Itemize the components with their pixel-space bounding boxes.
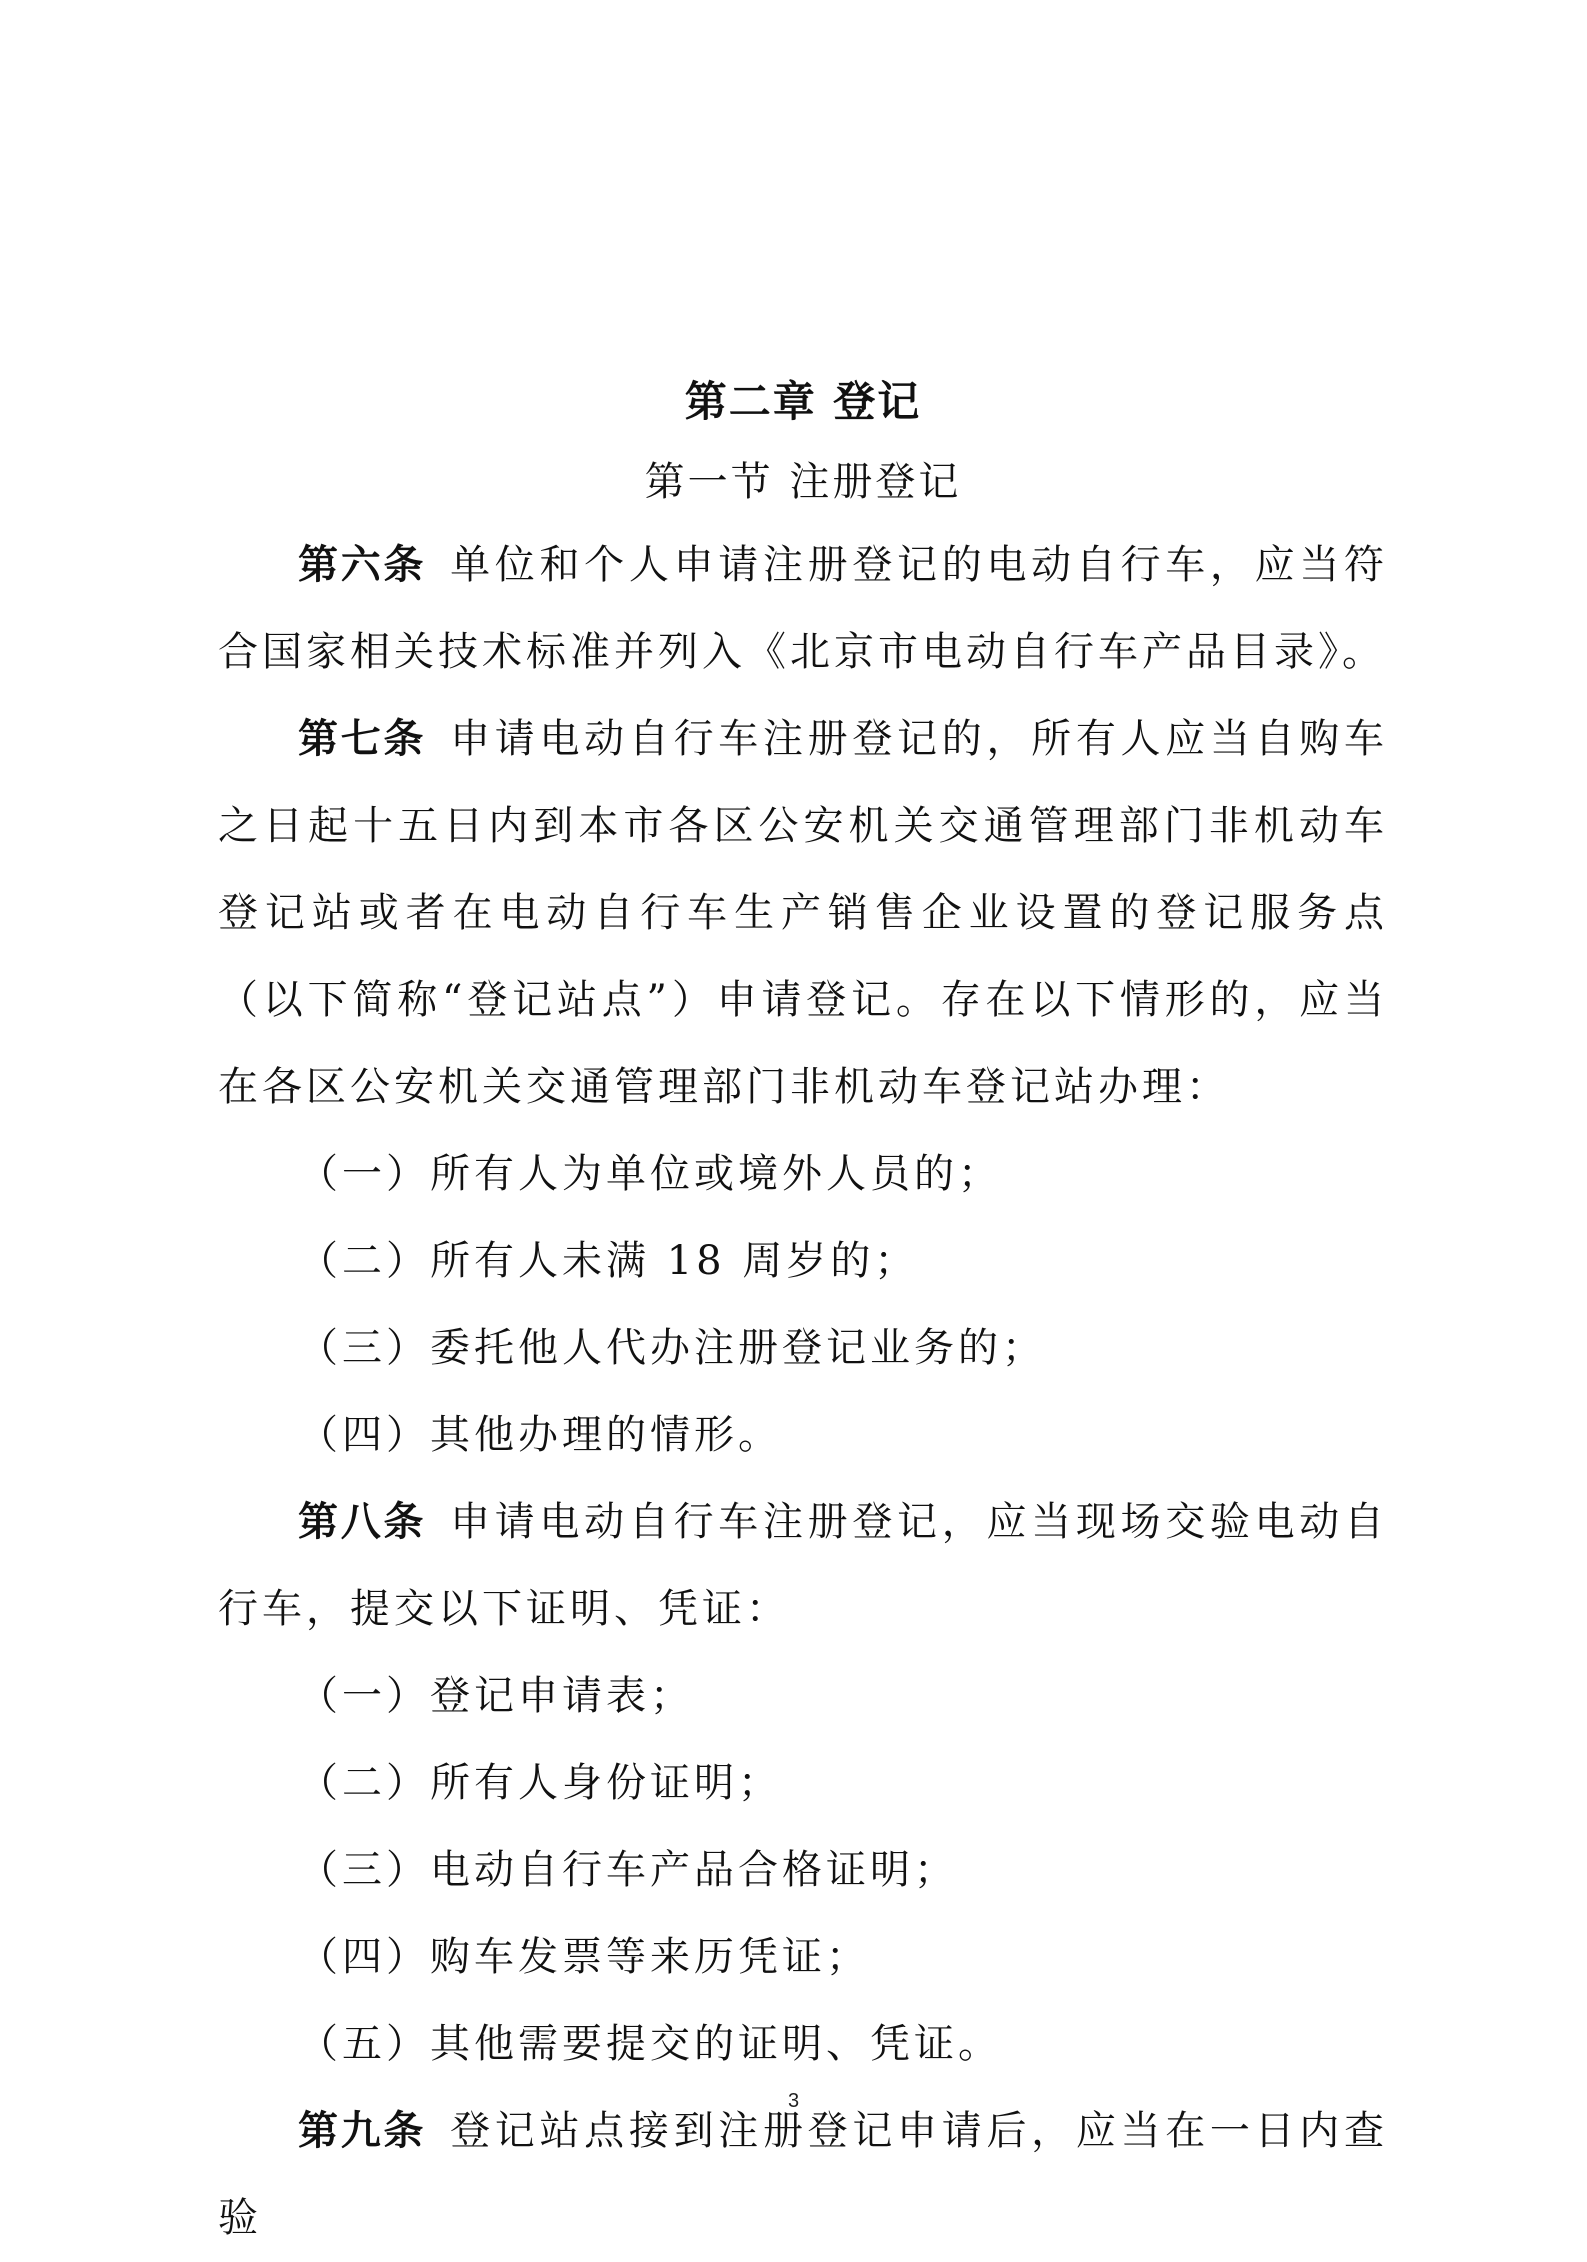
article-text: 申请电动自行车注册登记，应当现场交验电动自行车，提交以下证明、凭证： [218,1499,1389,1632]
article [218,2088,1388,2262]
article-text: 申请电动自行车注册登记的，所有人应当自购车之日起十五日内到本市各区公安机关交通管理部门非机动车登记站或者在电动自行车生产销售企业设置的登记服务点（以下简称“登记站点”）申请登记。存在以下情形的，应当在各区公安机关交通管理部门非机动车登记站办理： [218,716,1389,1110]
article-paragraph [218,696,1388,1131]
list-item: （五）其他需要提交的证明、凭证。 [298,2021,1002,2067]
article [218,522,1388,696]
article-paragraph [218,2088,1388,2262]
chapter-title: 第二章 登记 [684,377,922,426]
page-number: 3 [787,2090,800,2112]
article-paragraph [218,1479,1388,1653]
list-item: （二）所有人身份证明； [298,1760,782,1806]
list-item: （四）其他办理的情形。 [298,1412,782,1458]
document-body [218,362,1388,2262]
article-text: 单位和个人申请注册登记的电动自行车，应当符合国家相关技术标准并列入《北京市电动自行车产品目录》。 [218,542,1389,675]
article-label: 第六条 [298,542,427,588]
list-item: （四）购车发票等来历凭证； [298,1934,870,1980]
article [218,696,1388,1479]
article-label: 第八条 [298,1499,427,1545]
article [218,1479,1388,2088]
article-text: 登记站点接到注册登记申请后，应当在一日内查验 [218,2108,1389,2241]
list-item: （一）登记申请表； [298,1673,694,1719]
section-title: 第一节 注册登记 [644,459,962,505]
article-label: 第九条 [298,2108,427,2154]
list-item: （三）委托他人代办注册登记业务的； [298,1325,1046,1371]
list-item: （三）电动自行车产品合格证明； [298,1847,958,1893]
list-item: （一）所有人为单位或境外人员的； [298,1151,1002,1197]
article-paragraph [218,522,1388,696]
list-item: （二）所有人未满 18 周岁的； [298,1238,919,1284]
article-label: 第七条 [298,716,427,762]
